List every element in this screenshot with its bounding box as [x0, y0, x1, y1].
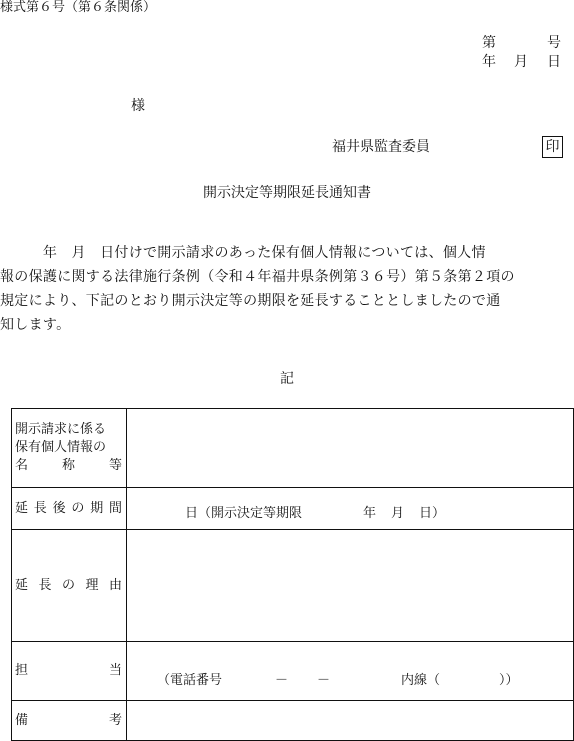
body-line: 年 月 日付けで開示請求のあった保有個人情報については、個人情 — [0, 245, 486, 261]
details-table — [11, 408, 574, 741]
table-row — [12, 701, 574, 741]
label-cell-reason: 延 長 の 理 由 — [12, 530, 127, 642]
table-row — [12, 530, 574, 642]
seal-box: 印 — [542, 136, 563, 158]
contact-phone-dash-1: － — [275, 673, 289, 688]
body-paragraph — [0, 241, 574, 337]
body-line: 報の保護に関する法律施行条例（令和４年福井県条例第３６号）第５条第２項の — [0, 269, 515, 285]
value-cell-remarks[interactable] — [127, 701, 574, 741]
date-day: 日 — [547, 54, 561, 70]
contact-phone-dash-2: － — [317, 673, 331, 688]
body-line: 規定により、下記のとおり開示決定等の期限を延長することとしましたので通 — [0, 293, 501, 309]
label-line-spread: 名 称 等 — [15, 458, 122, 473]
label-cell-remarks: 備 考 — [12, 701, 127, 741]
value-cell-extended-period[interactable] — [127, 488, 574, 530]
body-line: 知します。 — [0, 317, 71, 333]
value-cell-request-info[interactable] — [127, 409, 574, 488]
table-row — [12, 409, 574, 488]
value-cell-reason[interactable] — [127, 530, 574, 642]
table-row — [12, 488, 574, 530]
date-year: 年 — [482, 54, 496, 70]
extended-period-text: 日（開示決定等期限 — [185, 506, 303, 521]
value-cell-contact[interactable] — [127, 642, 574, 701]
label-cell-request-info — [12, 409, 127, 488]
ki-heading: 記 — [280, 371, 294, 387]
extended-period-month: 月 — [391, 506, 405, 521]
label-cell-contact: 担 当 — [12, 642, 127, 701]
contact-extension-label: 内線（ — [401, 673, 441, 688]
label-cell-extended-period: 延 長 後 の 期 間 — [12, 488, 127, 530]
extended-period-year: 年 — [363, 506, 377, 521]
document-number-suffix: 号 — [547, 35, 561, 51]
document-number-prefix: 第 — [482, 35, 496, 51]
sender-name: 福井県監査委員 — [332, 139, 430, 155]
addressee-honorific: 様 — [131, 98, 145, 114]
date-month: 月 — [514, 54, 528, 70]
table-row — [12, 642, 574, 701]
label-line: 開示請求に係る — [15, 422, 107, 437]
contact-closing-brackets: ）） — [499, 673, 519, 688]
form-number-label: 様式第６号（第６条関係） — [0, 0, 157, 15]
extended-period-day: 日） — [419, 506, 446, 521]
contact-phone-label: （電話番号 — [157, 673, 223, 688]
document-title: 開示決定等期限延長通知書 — [203, 185, 371, 201]
label-line: 保有個人情報の — [15, 440, 107, 455]
